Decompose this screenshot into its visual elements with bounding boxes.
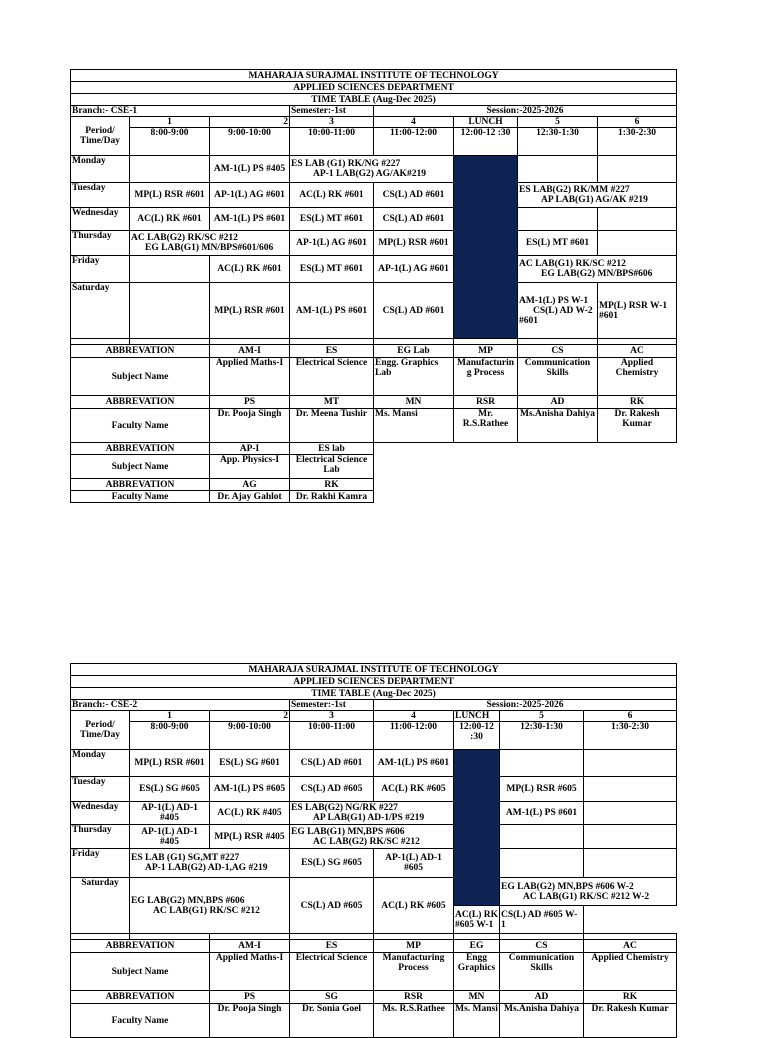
period-header: 6	[598, 117, 677, 128]
schedule-cell-lab	[290, 156, 454, 183]
lab-line: AP-1 LAB(G2) AG/AK#219	[313, 169, 426, 179]
faculty-abbr: AD	[500, 991, 584, 1004]
lab-line: AC LAB(G1) RK/SC #212	[153, 905, 260, 916]
faculty-name: Ms.Anisha Dahiya	[500, 1004, 584, 1038]
time-header: 9:00-10:00	[210, 722, 290, 750]
faculty-name: Dr. Sonia Goel	[290, 1004, 374, 1038]
schedule-cell-lab	[130, 878, 290, 934]
day-label-tuesday: Tuesday	[71, 183, 130, 208]
period-header: 5	[500, 711, 584, 722]
subject-abbr: AC	[598, 345, 677, 358]
schedule-cell	[584, 849, 677, 878]
faculty-abbr: RK	[584, 991, 677, 1004]
period-header: 1	[130, 711, 210, 722]
faculty-name: Dr. Meena Tushir	[290, 409, 374, 443]
schedule-cell	[584, 825, 677, 849]
faculty-name: Mr. R.S.Rathee	[454, 409, 518, 443]
period-header: LUNCH	[454, 711, 500, 722]
subject-name: Electrical Science	[290, 358, 374, 396]
schedule-cell-lab	[518, 183, 677, 208]
semester-label: Semester:-1st	[290, 106, 374, 117]
subject-abbr: EG Lab	[374, 345, 454, 358]
time-header: 8:00-9:00	[130, 128, 210, 156]
schedule-cell: ES(L) SG #605	[130, 777, 210, 802]
subject-name: Communication Skills	[518, 358, 598, 396]
subject-abbr: CS	[518, 345, 598, 358]
legend-subject-header: Subject Name	[71, 953, 210, 991]
schedule-cell: AM-1(L) PS #601	[210, 208, 290, 231]
subject-abbr: AP-I	[210, 443, 290, 455]
subject-name: Communication Skills	[500, 953, 584, 991]
schedule-cell	[598, 156, 677, 183]
schedule-cell: AC(L) RK #605	[374, 878, 454, 934]
faculty-abbr: AG	[210, 479, 290, 491]
faculty-name: Dr. Ajay Gahlot	[210, 491, 290, 503]
subject-name: Engg. Graphics Lab	[374, 358, 454, 396]
period-header: 3	[290, 711, 374, 722]
day-label-monday: Monday	[71, 750, 130, 777]
schedule-cell: AP-1(L) AD-1 #405	[130, 825, 210, 849]
schedule-cell: AC(L) RK #601	[210, 256, 290, 283]
schedule-cell: AP-1(L) AG #601	[374, 256, 454, 283]
period-header: 2	[210, 711, 290, 722]
session-label: Session:-2025-2026	[374, 700, 677, 711]
schedule-cell: ES(L) MT #601	[518, 231, 598, 256]
time-header: 12:30-1:30	[500, 722, 584, 750]
lab-line: AC LAB(G2) RK/SC #212	[313, 836, 420, 847]
subject-name: Applied Chemistry	[598, 358, 677, 396]
day-label-friday: Friday	[71, 256, 130, 283]
semester-label: Semester:-1st	[290, 700, 374, 711]
faculty-name: Dr. Pooja Singh	[210, 1004, 290, 1038]
subject-name: Applied Chemistry	[584, 953, 677, 991]
lab-line: ES LAB(G2) NG/RK #227	[291, 803, 398, 813]
schedule-cell	[130, 256, 210, 283]
faculty-abbr: RSR	[454, 396, 518, 409]
schedule-cell-split	[518, 283, 598, 339]
legend-abbr-header: ABBREVATION	[71, 443, 210, 455]
subject-name: App. Physics-I	[210, 455, 290, 479]
time-header: 1:30-2:30	[584, 722, 677, 750]
time-header: 10:00-11:00	[290, 128, 374, 156]
lab-line: ES LAB (G1) RK/NG #227	[291, 159, 401, 169]
department-name: APPLIED SCIENCES DEPARTMENT	[71, 82, 677, 94]
schedule-cell: ES(L) SG #601	[210, 750, 290, 777]
department-name: APPLIED SCIENCES DEPARTMENT	[71, 676, 677, 688]
schedule-cell: AM-1(L) PS #601	[290, 283, 374, 339]
faculty-abbr: AD	[518, 396, 598, 409]
period-header: 6	[584, 711, 677, 722]
schedule-cell: AC(L) RK #605	[374, 777, 454, 802]
legend-abbr-header: ABBREVATION	[71, 396, 210, 409]
legend-abbr-header: ABBREVATION	[71, 345, 210, 358]
schedule-cell: AC(L) RK #605 W-1	[454, 906, 500, 934]
schedule-cell: ES(L) MT #601	[290, 208, 374, 231]
schedule-cell: CS(L) AD #605	[290, 777, 374, 802]
subject-abbr: AC	[584, 940, 677, 953]
schedule-cell: CS(L) AD #605	[290, 878, 374, 934]
schedule-cell	[130, 156, 210, 183]
timetable-table-cse2	[70, 663, 677, 1038]
subject-name: Manufacturin g Process	[454, 358, 518, 396]
lab-line: AP LAB(G1) AD-1/PS #219	[313, 813, 425, 823]
period-header: 5	[518, 117, 598, 128]
period-header: 2	[210, 117, 290, 128]
period-time-day-header: Period/ Time/Day	[71, 711, 130, 750]
schedule-cell: AP-1(L) AG #601	[290, 231, 374, 256]
day-label-friday: Friday	[71, 849, 130, 878]
subject-name: Manufacturing Process	[374, 953, 454, 991]
lunch-break-block	[454, 156, 518, 339]
lab-line: EG LAB(G1) MN/BPS#601/606	[145, 243, 274, 253]
legend-subject-header: Subject Name	[71, 455, 210, 479]
time-header: 1:30-2:30	[598, 128, 677, 156]
subject-abbr: EG	[454, 940, 500, 953]
faculty-abbr: SG	[290, 991, 374, 1004]
lab-line: AC LAB(G1) RK/SC #212	[519, 259, 626, 269]
period-header: LUNCH	[454, 117, 518, 128]
legend-abbr-header: ABBREVATION	[71, 479, 210, 491]
timetable-title: TIME TABLE (Aug-Dec 2025)	[71, 688, 677, 700]
subject-name: Engg Graphics	[454, 953, 500, 991]
schedule-cell: MP(L) RSR #601	[210, 283, 290, 339]
schedule-cell: AC(L) RK #405	[210, 802, 290, 825]
schedule-cell: CS(L) AD #605 W-1	[500, 906, 584, 934]
schedule-cell	[584, 750, 677, 777]
timetable-cse2	[70, 663, 676, 1038]
schedule-cell: AP-1(L) AD-1 #605	[374, 849, 454, 878]
time-header: 12:00-12 :30	[454, 128, 518, 156]
faculty-abbr: MN	[374, 396, 454, 409]
legend-abbr-header: ABBREVATION	[71, 940, 210, 953]
schedule-cell	[598, 208, 677, 231]
faculty-name: Ms. Mansi	[374, 409, 454, 443]
schedule-cell	[500, 849, 584, 878]
schedule-cell: MP(L) RSR W-1 #601	[598, 283, 677, 339]
lunch-break-block	[454, 750, 500, 906]
faculty-name: Ms. Mansi	[454, 1004, 500, 1038]
faculty-abbr: MT	[290, 396, 374, 409]
schedule-cell: AM-1(L) PS #405	[210, 156, 290, 183]
lab-line: CS(L) AD W-2	[533, 305, 593, 316]
schedule-cell	[584, 802, 677, 825]
schedule-cell: AC(L) RK #601	[290, 183, 374, 208]
day-label-wednesday: Wednesday	[71, 208, 130, 231]
legend-faculty-header: Faculty Name	[71, 409, 210, 443]
faculty-name: Dr. Rakesh Kumar	[584, 1004, 677, 1038]
lab-line: ES LAB (G1) SG,MT #227	[131, 853, 240, 863]
schedule-cell: CS(L) AD #601	[374, 183, 454, 208]
schedule-cell: CS(L) AD #601	[374, 208, 454, 231]
schedule-cell	[500, 750, 584, 777]
day-label-thursday: Thursday	[71, 231, 130, 256]
schedule-cell: AC(L) RK #601	[130, 208, 210, 231]
schedule-cell: AP-1(L) AG #601	[210, 183, 290, 208]
schedule-cell	[518, 208, 598, 231]
schedule-cell: AM-1(L) PS #601	[374, 750, 454, 777]
faculty-abbr: RK	[598, 396, 677, 409]
schedule-cell-lab	[290, 802, 454, 825]
day-label-saturday: Saturday	[71, 878, 130, 934]
subject-abbr: AM-I	[210, 940, 290, 953]
schedule-cell: MP(L) RSR #601	[130, 750, 210, 777]
faculty-abbr: PS	[210, 991, 290, 1004]
lab-line: EG LAB(G2) MN,BPS #606 W-2	[501, 881, 634, 892]
time-header: 11:00-12:00	[374, 722, 454, 750]
lab-line: AM-1(L) PS W-1	[519, 295, 589, 306]
time-header: 12:00-12 :30	[454, 722, 500, 750]
schedule-cell: MP(L) RSR #605	[500, 777, 584, 802]
lab-line: ES LAB(G2) RK/MM #227	[519, 185, 630, 195]
subject-name: Applied Maths-I	[210, 358, 290, 396]
lab-line: AC LAB(G2) RK/SC #212	[131, 233, 238, 243]
schedule-cell-lab	[500, 878, 677, 906]
branch-label: Branch:- CSE-2	[71, 700, 290, 711]
period-header: 4	[374, 117, 454, 128]
subject-abbr: MP	[374, 940, 454, 953]
day-label-thursday: Thursday	[71, 825, 130, 849]
timetable-title: TIME TABLE (Aug-Dec 2025)	[71, 94, 677, 106]
day-label-tuesday: Tuesday	[71, 777, 130, 802]
schedule-cell: MP(L) RSR #601	[374, 231, 454, 256]
faculty-name: Ms.Anisha Dahiya	[518, 409, 598, 443]
subject-name: Applied Maths-I	[210, 953, 290, 991]
day-label-saturday: Saturday	[71, 283, 130, 339]
faculty-abbr: RSR	[374, 991, 454, 1004]
schedule-cell: AM-1(L) PS #601	[500, 802, 584, 825]
lab-line: #601	[519, 315, 538, 326]
faculty-abbr: MN	[454, 991, 500, 1004]
lab-line: AC LAB(G1) RK/SC #212 W-2	[523, 891, 650, 902]
schedule-cell: ES(L) SG #605	[290, 849, 374, 878]
subject-name: Electrical Science Lab	[290, 455, 374, 479]
lab-line: AP-1 LAB(G2) AD-1,AG #219	[145, 863, 268, 873]
subject-name: Electrical Science	[290, 953, 374, 991]
legend-faculty-header: Faculty Name	[71, 1004, 210, 1038]
subject-abbr: ES	[290, 940, 374, 953]
subject-abbr: AM-I	[210, 345, 290, 358]
period-header: 1	[130, 117, 210, 128]
subject-abbr: MP	[454, 345, 518, 358]
lab-line: EG LAB(G1) MN,BPS #606	[291, 826, 405, 837]
schedule-cell-lab	[130, 849, 290, 878]
schedule-cell: ES(L) MT #601	[290, 256, 374, 283]
schedule-cell: MP(L) RSR #601	[130, 183, 210, 208]
schedule-cell	[518, 156, 598, 183]
faculty-abbr: PS	[210, 396, 290, 409]
time-header: 11:00-12:00	[374, 128, 454, 156]
branch-label: Branch:- CSE-1	[71, 106, 290, 117]
time-header: 10:00-11:00	[290, 722, 374, 750]
period-header: 4	[374, 711, 454, 722]
time-header: 12:30-1:30	[518, 128, 598, 156]
legend-abbr-header: ABBREVATION	[71, 991, 210, 1004]
schedule-cell: AM-1(L) PS #605	[210, 777, 290, 802]
schedule-cell-lab	[130, 231, 290, 256]
schedule-cell: AP-1(L) AD-1 #405	[130, 802, 210, 825]
schedule-cell-lab	[290, 825, 454, 849]
faculty-name: Dr. Rakhi Kamra	[290, 491, 374, 503]
faculty-abbr: RK	[290, 479, 374, 491]
time-header: 9:00-10:00	[210, 128, 290, 156]
subject-abbr: CS	[500, 940, 584, 953]
schedule-cell	[500, 825, 584, 849]
lab-line: AP LAB(G1) AG/AK #219	[541, 195, 648, 205]
faculty-name: Dr. Pooja Singh	[210, 409, 290, 443]
schedule-cell: MP(L) RSR #405	[210, 825, 290, 849]
legend-faculty-header: Faculty Name	[71, 491, 210, 503]
subject-abbr: ES	[290, 345, 374, 358]
schedule-cell: CS(L) AD #601	[290, 750, 374, 777]
subject-abbr: ES lab	[290, 443, 374, 455]
schedule-cell	[130, 283, 210, 339]
session-label: Session:-2025-2026	[374, 106, 677, 117]
time-header: 8:00-9:00	[130, 722, 210, 750]
schedule-cell: CS(L) AD #601	[374, 283, 454, 339]
faculty-name: Dr. Rakesh Kumar	[598, 409, 677, 443]
institute-name: MAHARAJA SURAJMAL INSTITUTE OF TECHNOLOGY	[71, 70, 677, 82]
legend-subject-header: Subject Name	[71, 358, 210, 396]
institute-name: MAHARAJA SURAJMAL INSTITUTE OF TECHNOLOGY	[71, 664, 677, 676]
lab-line: EG LAB(G2) MN/BPS#606	[541, 269, 653, 279]
faculty-name: Ms. R.S.Rathee	[374, 1004, 454, 1038]
schedule-cell	[598, 231, 677, 256]
period-header: 3	[290, 117, 374, 128]
day-label-monday: Monday	[71, 156, 130, 183]
day-label-wednesday: Wednesday	[71, 802, 130, 825]
timetable-table-cse1	[70, 69, 677, 503]
schedule-cell	[584, 777, 677, 802]
lab-line: EG LAB(G2) MN,BPS #606	[131, 895, 245, 906]
timetable-cse1	[70, 69, 676, 503]
period-time-day-header: Period/ Time/Day	[71, 117, 130, 156]
schedule-cell-lab	[518, 256, 677, 283]
